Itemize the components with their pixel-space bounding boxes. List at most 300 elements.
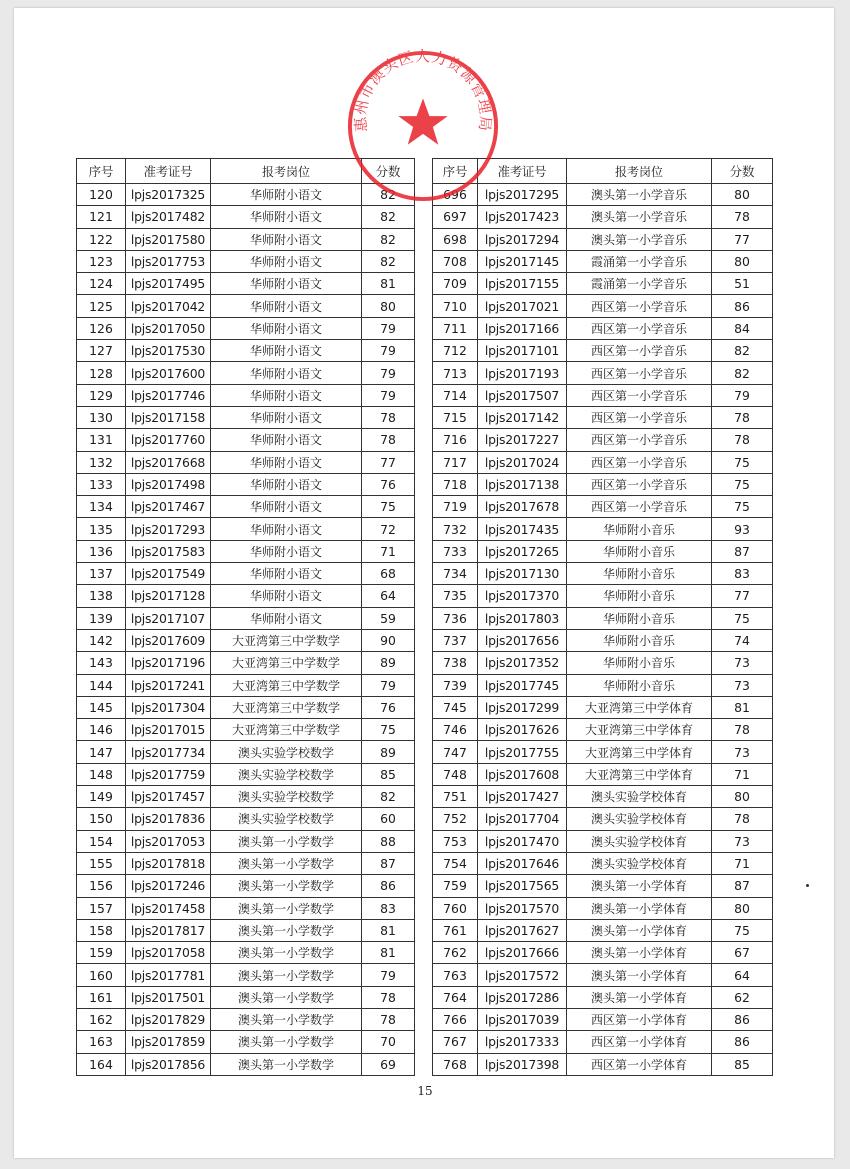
cell-exam-id: lpjs2017627	[478, 919, 567, 941]
cell-position: 大亚湾第三中学数学	[211, 629, 362, 651]
cell-position: 西区第一小学体育	[567, 1008, 712, 1030]
cell-score: 85	[712, 1053, 773, 1075]
cell-score: 77	[362, 451, 415, 473]
table-row	[433, 384, 773, 406]
cell-seq: 123	[77, 250, 126, 272]
cell-position: 西区第一小学音乐	[567, 406, 712, 428]
cell-position: 华师附小语文	[211, 451, 362, 473]
cell-position: 华师附小语文	[211, 206, 362, 228]
cell-position: 华师附小语文	[211, 563, 362, 585]
cell-exam-id: lpjs2017130	[478, 563, 567, 585]
cell-score: 67	[712, 942, 773, 964]
cell-seq: 128	[77, 362, 126, 384]
table-row	[433, 451, 773, 473]
cell-exam-id: lpjs2017138	[478, 473, 567, 495]
cell-score: 89	[362, 652, 415, 674]
cell-position: 西区第一小学音乐	[567, 429, 712, 451]
cell-position: 华师附小语文	[211, 429, 362, 451]
cell-position: 华师附小语文	[211, 406, 362, 428]
cell-exam-id: lpjs2017753	[126, 250, 211, 272]
cell-seq: 719	[433, 496, 478, 518]
cell-score: 86	[712, 1031, 773, 1053]
table-row	[77, 808, 415, 830]
cell-position: 澳头实验学校数学	[211, 808, 362, 830]
table-row	[77, 184, 415, 206]
cell-seq: 157	[77, 897, 126, 919]
cell-exam-id: lpjs2017196	[126, 652, 211, 674]
cell-exam-id: lpjs2017241	[126, 674, 211, 696]
cell-exam-id: lpjs2017294	[478, 228, 567, 250]
cell-score: 76	[362, 696, 415, 718]
table-row	[433, 719, 773, 741]
table-row	[77, 1008, 415, 1030]
cell-score: 87	[362, 852, 415, 874]
table-row	[77, 629, 415, 651]
cell-seq: 746	[433, 719, 478, 741]
table-row	[433, 1053, 773, 1075]
cell-score: 86	[712, 1008, 773, 1030]
cell-score: 82	[362, 184, 415, 206]
cell-score: 79	[362, 362, 415, 384]
cell-score: 86	[362, 875, 415, 897]
cell-seq: 136	[77, 540, 126, 562]
cell-exam-id: lpjs2017246	[126, 875, 211, 897]
cell-exam-id: lpjs2017755	[478, 741, 567, 763]
cell-exam-id: lpjs2017580	[126, 228, 211, 250]
table-row	[433, 852, 773, 874]
cell-score: 86	[712, 295, 773, 317]
cell-seq: 766	[433, 1008, 478, 1030]
page-number: 15	[417, 1084, 433, 1098]
cell-position: 华师附小音乐	[567, 674, 712, 696]
cell-score: 82	[362, 206, 415, 228]
cell-exam-id: lpjs2017333	[478, 1031, 567, 1053]
table-row	[77, 518, 415, 540]
cell-exam-id: lpjs2017495	[126, 273, 211, 295]
table-row	[77, 429, 415, 451]
table-row	[433, 429, 773, 451]
table-row	[433, 897, 773, 919]
table-row	[433, 228, 773, 250]
cell-score: 78	[712, 206, 773, 228]
cell-score: 59	[362, 607, 415, 629]
cell-exam-id: lpjs2017678	[478, 496, 567, 518]
header-score: 分数	[712, 159, 773, 184]
cell-position: 澳头第一小学音乐	[567, 184, 712, 206]
cell-exam-id: lpjs2017423	[478, 206, 567, 228]
cell-score: 78	[362, 986, 415, 1008]
cell-score: 77	[712, 228, 773, 250]
table-row	[77, 228, 415, 250]
table-row	[77, 852, 415, 874]
cell-score: 83	[712, 563, 773, 585]
cell-score: 82	[362, 228, 415, 250]
cell-seq: 121	[77, 206, 126, 228]
cell-exam-id: lpjs2017583	[126, 540, 211, 562]
header-seq: 序号	[77, 159, 126, 184]
table-row	[433, 763, 773, 785]
cell-seq: 146	[77, 719, 126, 741]
cell-seq: 754	[433, 852, 478, 874]
cell-seq: 711	[433, 317, 478, 339]
table-row	[77, 496, 415, 518]
table-row	[433, 540, 773, 562]
cell-exam-id: lpjs2017829	[126, 1008, 211, 1030]
cell-seq: 713	[433, 362, 478, 384]
cell-seq: 733	[433, 540, 478, 562]
cell-score: 69	[362, 1053, 415, 1075]
table-row	[77, 340, 415, 362]
cell-position: 大亚湾第三中学数学	[211, 696, 362, 718]
cell-score: 78	[362, 429, 415, 451]
cell-score: 70	[362, 1031, 415, 1053]
table-row	[77, 585, 415, 607]
cell-position: 大亚湾第三中学体育	[567, 696, 712, 718]
cell-seq: 163	[77, 1031, 126, 1053]
cell-exam-id: lpjs2017142	[478, 406, 567, 428]
cell-position: 澳头实验学校体育	[567, 830, 712, 852]
cell-exam-id: lpjs2017668	[126, 451, 211, 473]
cell-score: 79	[362, 384, 415, 406]
cell-exam-id: lpjs2017836	[126, 808, 211, 830]
table-row	[433, 674, 773, 696]
cell-seq: 735	[433, 585, 478, 607]
cell-seq: 156	[77, 875, 126, 897]
cell-seq: 127	[77, 340, 126, 362]
cell-position: 华师附小语文	[211, 228, 362, 250]
cell-exam-id: lpjs2017470	[478, 830, 567, 852]
cell-position: 澳头第一小学数学	[211, 942, 362, 964]
cell-exam-id: lpjs2017501	[126, 986, 211, 1008]
cell-position: 澳头第一小学体育	[567, 897, 712, 919]
cell-seq: 697	[433, 206, 478, 228]
cell-seq: 737	[433, 629, 478, 651]
cell-exam-id: lpjs2017024	[478, 451, 567, 473]
cell-exam-id: lpjs2017565	[478, 875, 567, 897]
cell-position: 西区第一小学音乐	[567, 473, 712, 495]
cell-exam-id: lpjs2017021	[478, 295, 567, 317]
cell-seq: 764	[433, 986, 478, 1008]
cell-score: 72	[362, 518, 415, 540]
cell-score: 78	[362, 1008, 415, 1030]
cell-exam-id: lpjs2017530	[126, 340, 211, 362]
cell-position: 大亚湾第三中学数学	[211, 674, 362, 696]
cell-exam-id: lpjs2017609	[126, 629, 211, 651]
cell-seq: 738	[433, 652, 478, 674]
cell-seq: 752	[433, 808, 478, 830]
cell-position: 澳头第一小学数学	[211, 1053, 362, 1075]
svg-text:惠州市澳头区人力资源管理局: 惠州市澳头区人力资源管理局	[352, 48, 494, 133]
cell-score: 80	[712, 786, 773, 808]
cell-score: 73	[712, 652, 773, 674]
cell-score: 78	[712, 406, 773, 428]
cell-score: 75	[712, 473, 773, 495]
cell-exam-id: lpjs2017053	[126, 830, 211, 852]
table-row	[433, 875, 773, 897]
table-row	[77, 875, 415, 897]
table-row	[433, 563, 773, 585]
cell-exam-id: lpjs2017570	[478, 897, 567, 919]
cell-exam-id: lpjs2017608	[478, 763, 567, 785]
document-page	[14, 8, 834, 1158]
cell-seq: 696	[433, 184, 478, 206]
cell-exam-id: lpjs2017818	[126, 852, 211, 874]
cell-position: 华师附小语文	[211, 317, 362, 339]
cell-position: 华师附小语文	[211, 362, 362, 384]
cell-score: 82	[712, 340, 773, 362]
cell-exam-id: lpjs2017299	[478, 696, 567, 718]
cell-score: 75	[362, 496, 415, 518]
cell-score: 79	[362, 340, 415, 362]
cell-exam-id: lpjs2017015	[126, 719, 211, 741]
cell-position: 澳头第一小学数学	[211, 875, 362, 897]
table-row	[77, 964, 415, 986]
cell-seq: 715	[433, 406, 478, 428]
table-row	[433, 741, 773, 763]
cell-seq: 762	[433, 942, 478, 964]
cell-position: 澳头第一小学数学	[211, 830, 362, 852]
table-row	[433, 518, 773, 540]
cell-seq: 159	[77, 942, 126, 964]
table-row	[77, 986, 415, 1008]
cell-score: 79	[362, 674, 415, 696]
cell-score: 80	[712, 184, 773, 206]
cell-seq: 718	[433, 473, 478, 495]
cell-score: 80	[712, 250, 773, 272]
cell-score: 89	[362, 741, 415, 763]
cell-score: 78	[712, 429, 773, 451]
cell-seq: 161	[77, 986, 126, 1008]
cell-score: 85	[362, 763, 415, 785]
table-row	[433, 786, 773, 808]
table-row	[433, 206, 773, 228]
table-row	[433, 964, 773, 986]
cell-exam-id: lpjs2017817	[126, 919, 211, 941]
cell-exam-id: lpjs2017293	[126, 518, 211, 540]
table-row	[433, 496, 773, 518]
cell-score: 78	[712, 719, 773, 741]
cell-score: 76	[362, 473, 415, 495]
table-header-row	[77, 159, 415, 184]
cell-score: 73	[712, 830, 773, 852]
cell-position: 华师附小语文	[211, 473, 362, 495]
cell-seq: 768	[433, 1053, 478, 1075]
cell-position: 澳头第一小学数学	[211, 897, 362, 919]
table-row	[433, 942, 773, 964]
cell-exam-id: lpjs2017781	[126, 964, 211, 986]
cell-exam-id: lpjs2017042	[126, 295, 211, 317]
cell-exam-id: lpjs2017646	[478, 852, 567, 874]
cell-seq: 734	[433, 563, 478, 585]
cell-exam-id: lpjs2017398	[478, 1053, 567, 1075]
table-row	[433, 362, 773, 384]
cell-exam-id: lpjs2017158	[126, 406, 211, 428]
cell-position: 澳头第一小学数学	[211, 986, 362, 1008]
cell-seq: 133	[77, 473, 126, 495]
cell-score: 90	[362, 629, 415, 651]
cell-seq: 132	[77, 451, 126, 473]
cell-seq: 147	[77, 741, 126, 763]
cell-position: 大亚湾第三中学体育	[567, 741, 712, 763]
table-row	[77, 1031, 415, 1053]
table-row	[77, 206, 415, 228]
table-row	[433, 696, 773, 718]
cell-exam-id: lpjs2017507	[478, 384, 567, 406]
cell-position: 澳头第一小学体育	[567, 964, 712, 986]
table-row	[433, 273, 773, 295]
cell-exam-id: lpjs2017467	[126, 496, 211, 518]
cell-seq: 717	[433, 451, 478, 473]
table-row	[77, 473, 415, 495]
cell-position: 华师附小语文	[211, 250, 362, 272]
table-row	[77, 563, 415, 585]
cell-exam-id: lpjs2017193	[478, 362, 567, 384]
cell-score: 64	[712, 964, 773, 986]
cell-position: 澳头实验学校体育	[567, 786, 712, 808]
cell-score: 64	[362, 585, 415, 607]
table-row	[433, 406, 773, 428]
cell-seq: 162	[77, 1008, 126, 1030]
table-row	[433, 629, 773, 651]
cell-seq: 714	[433, 384, 478, 406]
cell-score: 75	[712, 919, 773, 941]
cell-position: 西区第一小学音乐	[567, 496, 712, 518]
cell-exam-id: lpjs2017050	[126, 317, 211, 339]
cell-score: 87	[712, 540, 773, 562]
stray-dot	[806, 884, 809, 887]
cell-position: 华师附小语文	[211, 540, 362, 562]
cell-exam-id: lpjs2017166	[478, 317, 567, 339]
cell-seq: 708	[433, 250, 478, 272]
table-row	[77, 696, 415, 718]
cell-seq: 125	[77, 295, 126, 317]
cell-position: 华师附小音乐	[567, 518, 712, 540]
cell-score: 81	[362, 919, 415, 941]
cell-score: 83	[362, 897, 415, 919]
cell-position: 华师附小语文	[211, 585, 362, 607]
cell-seq: 126	[77, 317, 126, 339]
cell-position: 大亚湾第三中学体育	[567, 763, 712, 785]
cell-exam-id: lpjs2017704	[478, 808, 567, 830]
cell-position: 华师附小语文	[211, 295, 362, 317]
table-row	[77, 1053, 415, 1075]
cell-seq: 760	[433, 897, 478, 919]
table-row	[433, 340, 773, 362]
cell-exam-id: lpjs2017155	[478, 273, 567, 295]
cell-seq: 155	[77, 852, 126, 874]
cell-seq: 751	[433, 786, 478, 808]
cell-exam-id: lpjs2017107	[126, 607, 211, 629]
table-row	[433, 1008, 773, 1030]
cell-exam-id: lpjs2017370	[478, 585, 567, 607]
cell-exam-id: lpjs2017745	[478, 674, 567, 696]
cell-position: 大亚湾第三中学数学	[211, 652, 362, 674]
cell-exam-id: lpjs2017760	[126, 429, 211, 451]
cell-score: 84	[712, 317, 773, 339]
cell-position: 澳头第一小学数学	[211, 1031, 362, 1053]
table-row	[433, 1031, 773, 1053]
table-row	[77, 273, 415, 295]
cell-position: 西区第一小学音乐	[567, 340, 712, 362]
table-header-row	[433, 159, 773, 184]
cell-seq: 160	[77, 964, 126, 986]
cell-seq: 732	[433, 518, 478, 540]
table-row	[433, 919, 773, 941]
cell-seq: 134	[77, 496, 126, 518]
cell-position: 华师附小语文	[211, 273, 362, 295]
cell-seq: 139	[77, 607, 126, 629]
table-row	[77, 540, 415, 562]
table-row	[433, 473, 773, 495]
cell-position: 西区第一小学音乐	[567, 362, 712, 384]
cell-score: 80	[362, 295, 415, 317]
cell-seq: 138	[77, 585, 126, 607]
cell-seq: 698	[433, 228, 478, 250]
cell-exam-id: lpjs2017058	[126, 942, 211, 964]
table-row	[77, 786, 415, 808]
cell-seq: 150	[77, 808, 126, 830]
table-row	[433, 808, 773, 830]
cell-position: 澳头第一小学数学	[211, 852, 362, 874]
cell-position: 华师附小语文	[211, 496, 362, 518]
cell-position: 澳头实验学校体育	[567, 808, 712, 830]
cell-position: 澳头第一小学音乐	[567, 206, 712, 228]
cell-exam-id: lpjs2017039	[478, 1008, 567, 1030]
table-row	[433, 986, 773, 1008]
cell-score: 51	[712, 273, 773, 295]
header-seq: 序号	[433, 159, 478, 184]
cell-position: 华师附小语文	[211, 184, 362, 206]
cell-exam-id: lpjs2017572	[478, 964, 567, 986]
cell-seq: 130	[77, 406, 126, 428]
header-position: 报考岗位	[567, 159, 712, 184]
cell-position: 澳头第一小学体育	[567, 986, 712, 1008]
cell-position: 西区第一小学体育	[567, 1031, 712, 1053]
header-exam-id: 准考证号	[126, 159, 211, 184]
cell-position: 西区第一小学音乐	[567, 295, 712, 317]
header-exam-id: 准考证号	[478, 159, 567, 184]
table-row	[77, 830, 415, 852]
table-row	[77, 250, 415, 272]
cell-score: 75	[712, 451, 773, 473]
cell-score: 78	[362, 406, 415, 428]
table-row	[433, 184, 773, 206]
cell-exam-id: lpjs2017656	[478, 629, 567, 651]
cell-score: 93	[712, 518, 773, 540]
cell-score: 73	[712, 741, 773, 763]
cell-seq: 716	[433, 429, 478, 451]
table-row	[77, 652, 415, 674]
cell-exam-id: lpjs2017856	[126, 1053, 211, 1075]
cell-position: 澳头第一小学体育	[567, 919, 712, 941]
cell-seq: 761	[433, 919, 478, 941]
cell-seq: 748	[433, 763, 478, 785]
cell-exam-id: lpjs2017325	[126, 184, 211, 206]
cell-exam-id: lpjs2017482	[126, 206, 211, 228]
cell-score: 71	[712, 763, 773, 785]
cell-position: 澳头实验学校数学	[211, 741, 362, 763]
cell-score: 79	[362, 964, 415, 986]
cell-seq: 709	[433, 273, 478, 295]
cell-seq: 753	[433, 830, 478, 852]
cell-exam-id: lpjs2017759	[126, 763, 211, 785]
cell-seq: 137	[77, 563, 126, 585]
cell-position: 霞涌第一小学音乐	[567, 250, 712, 272]
cell-seq: 129	[77, 384, 126, 406]
cell-position: 华师附小语文	[211, 518, 362, 540]
cell-position: 华师附小语文	[211, 340, 362, 362]
cell-position: 华师附小音乐	[567, 607, 712, 629]
